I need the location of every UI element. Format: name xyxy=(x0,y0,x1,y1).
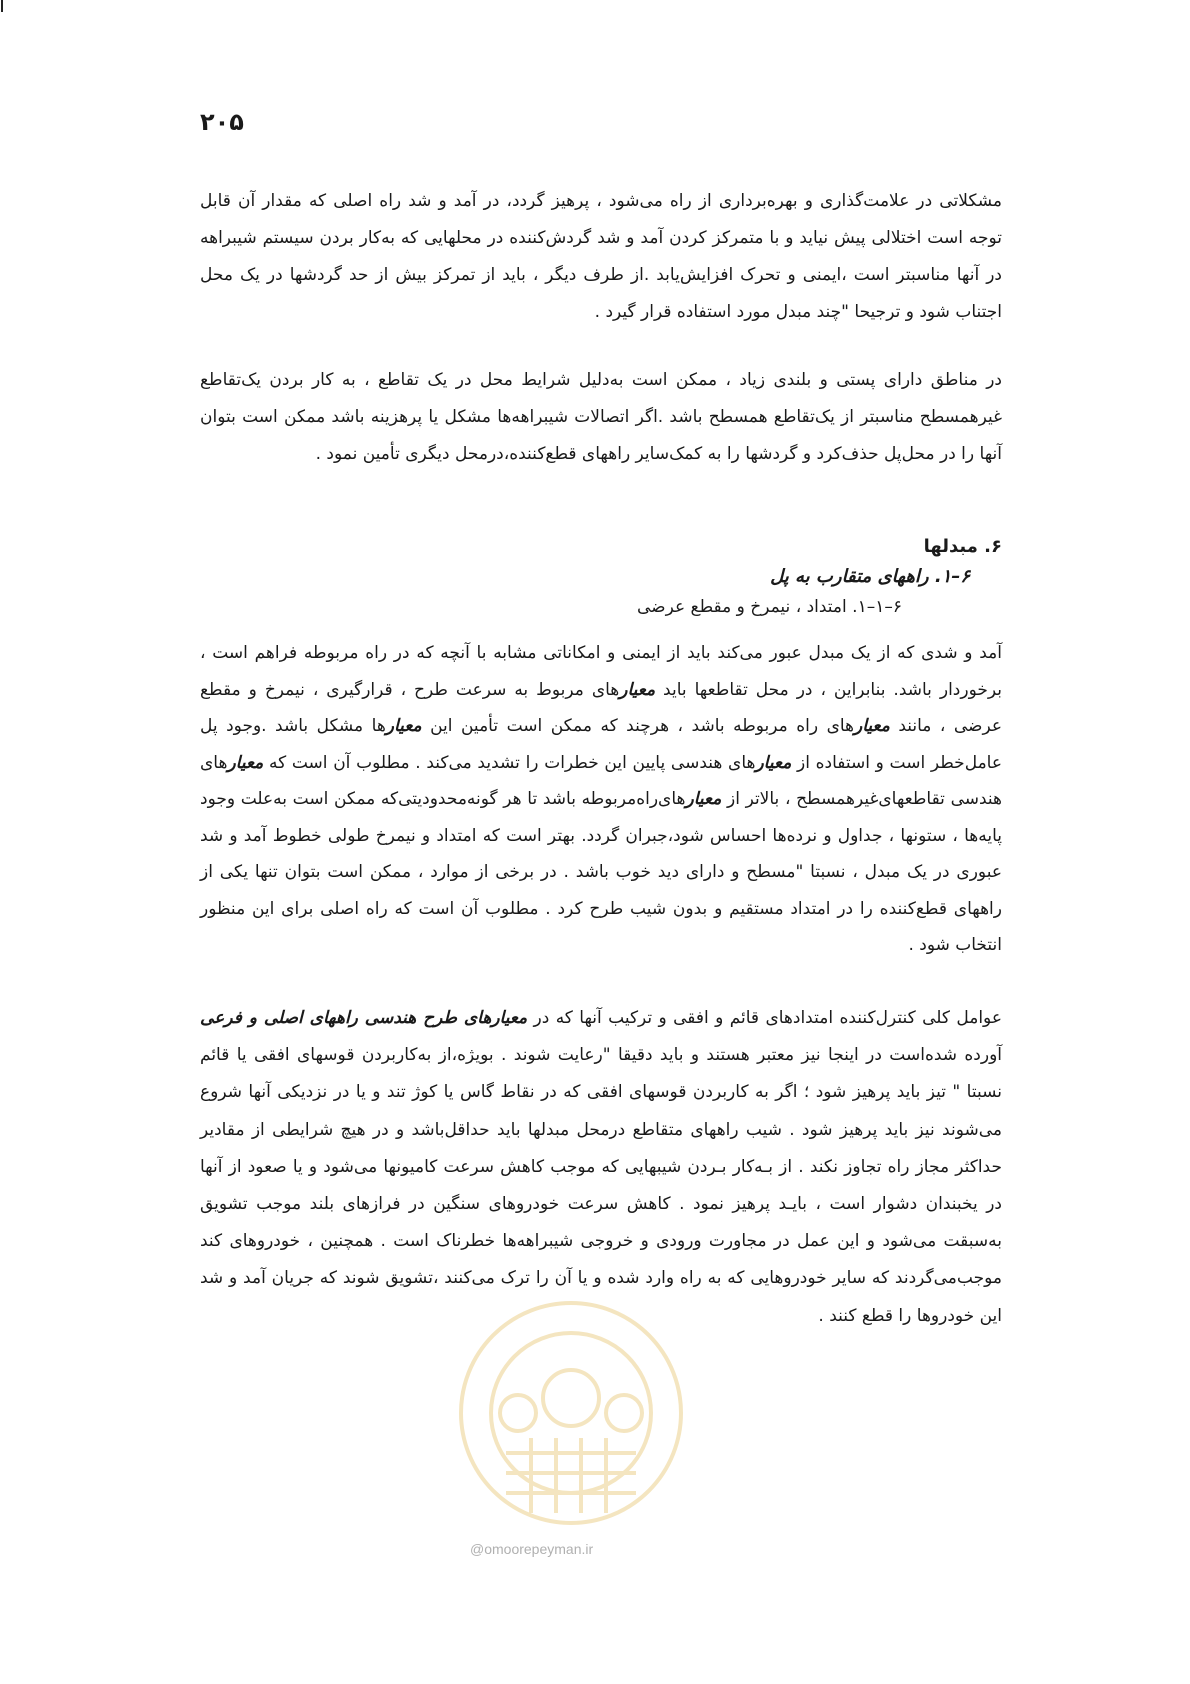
paragraph-2 xyxy=(200,362,1002,473)
text-run: آورده شده‌است در اینجا نیز معتبر هستند و باید دقیقا "رعایت شوند . بویژه،از به‌کاربردن قوسهای افقی یا قائم نسبتا " تیز باید پرهیز شود ؛ اگر به کاربردن قوسهای افقی که در نقاط گاس یا کوژ تند و یا در نزدیکی آنها شروع می‌شوند نیز باید پرهیز شود . شیب راههای متقاطع درمحل مبدلها باید حداقل‌باشد و در هیچ شرایطی از مقادیر حداکثر مجاز راه تجاوز نکند . از بـه‌کار بـردن شیبهایی که موجب کاهش سرعت کامیونها می‌شود و یا صعود از آنها در یخبندان دشوار است ، بایـد پرهیز نمود . کاهش سرعت خودروهای سنگین در فرازهای بلند موجب تشویق به‌سبقت می‌شود و این عمل در مجاورت ورودی و خروجی شیبراهه‌ها خطرناک است . همچنین ، خودروهای کند موجب‌می‌گردند که سایر خودروهایی که به راه وارد شده و یا آن را ترک می‌کنند ،تشویق شوند که جریان آمد و شد این خودروها را قطع کنند . xyxy=(200,1045,1002,1326)
section-headings xyxy=(200,532,1002,622)
paragraph-4 xyxy=(200,1000,1002,1335)
emphasis-term: معیار xyxy=(227,752,264,773)
paragraph-1 xyxy=(200,183,1002,331)
paragraph-3 xyxy=(200,635,1002,964)
text-run: های هندسی تقاطعهای‌غیرهمسطح ، بالاتر از xyxy=(200,752,1002,809)
text-run: های مربوط به سرعت طرح ، قرارگیری ، نیمرخ و مقطع عرضی ، مانند xyxy=(200,679,1002,736)
watermark-text: @omoorepeyman.ir xyxy=(470,1541,594,1557)
paragraph-3-text xyxy=(200,635,1002,964)
emphasis-term: معیارهای طرح هندسی راههای اصلی و فرعی xyxy=(200,1008,528,1028)
section-heading-6: ۶. مبدلها xyxy=(923,536,1002,557)
text-run: های راه مربوطه باشد ، هرچند که ممکن است تأمین این xyxy=(421,716,855,736)
watermark-logo xyxy=(446,1288,696,1538)
text-run: های‌راه‌مربوطه باشد تا هر گونه‌محدودیتی‌که ممکن است به‌علت وجود پایه‌ها ، ستونها ، جداول و نرده‌ها احساس شود،جبران گردد. بهتر است که امتداد و نیمرخ طولی خطوط آمد و شد عبوری در یک مبدل ، نسبتا "مسطح و دارای دید خوب باشد . در برخی از موارد ، ممکن است بتوان تنها یکی از راههای قطع‌کننده را در امتداد مستقیم و بدون شیب طرح کرد . مطلوب آن است که راه اصلی برای این منظور انتخاب شود . xyxy=(200,789,1002,955)
page-edge-mark xyxy=(1,0,3,12)
emphasis-term: معیار xyxy=(854,716,890,736)
subsubsection-heading-6-1-1: ۶–۱–۱. امتداد ، نیمرخ و مقطع عرضی xyxy=(637,597,902,617)
subsection-heading-6-1: ۶–۱. راههای متقارب به پل xyxy=(770,566,970,587)
paragraph-2-text: در مناطق دارای پستی و بلندی زیاد ، ممکن است به‌دلیل شرایط محل در یک تقاطع ، به کار بردن یک‌تقاطع غیرهمسطح مناسبتر از یک‌تقاطع همسطح باشد .اگر اتصالات شیبراهه‌ها مشکل یا پرهزینه باشد ممکن است بتوان آنها را در محل‌پل حذف‌کرد و گردشها را به کمک‌سایر راههای قطع‌کننده،درمحل دیگری تأمین نمود . xyxy=(200,370,1002,464)
paragraph-1-text: مشکلاتی در علامت‌گذاری و بهره‌برداری از راه می‌شود ، پرهیز گردد، در آمد و شد راه اصلی که مقدار آن قابل توجه است اختلالی پیش نیاید و با متمرکز کردن آمد و شد گردش‌کننده در محلهایی که به‌کار بردن سیستم شیبراهه در آنها مناسبتر است ،ایمنی و تحرک افزایش‌یابد .از طرف دیگر ، باید از تمرکز بیش از حد گردشها در یک محل اجتناب شود و ترجیحا "چند مبدل مورد استفاده قرار گیرد . xyxy=(200,191,1002,322)
text-run: آمد و شدی که از یک مبدل عبور می‌کند باید از ایمنی و امکاناتی مشابه با آنچه که در راه مربوطه فراهم است ، برخوردار باشد. بنابراین ، در محل تقاطعها باید xyxy=(200,643,1002,700)
paragraph-4-text xyxy=(200,1000,1002,1335)
text-run: عوامل کلی کنترل‌کننده امتدادهای قائم و افقی و ترکیب آنها که در xyxy=(527,1008,1002,1028)
page-number: ۲۰۵ xyxy=(200,108,244,136)
text-run: های هندسی پایین این خطرات را تشدید می‌کند . مطلوب آن است که xyxy=(263,752,756,773)
emphasis-term: معیار xyxy=(385,716,422,736)
emphasis-term: معیار xyxy=(619,679,656,700)
text-run: ها مشکل باشد .وجود پل عامل‌خطر است و استفاده از xyxy=(200,716,1002,773)
emphasis-term: معیار xyxy=(685,789,722,809)
emphasis-term: معیار xyxy=(755,752,792,773)
